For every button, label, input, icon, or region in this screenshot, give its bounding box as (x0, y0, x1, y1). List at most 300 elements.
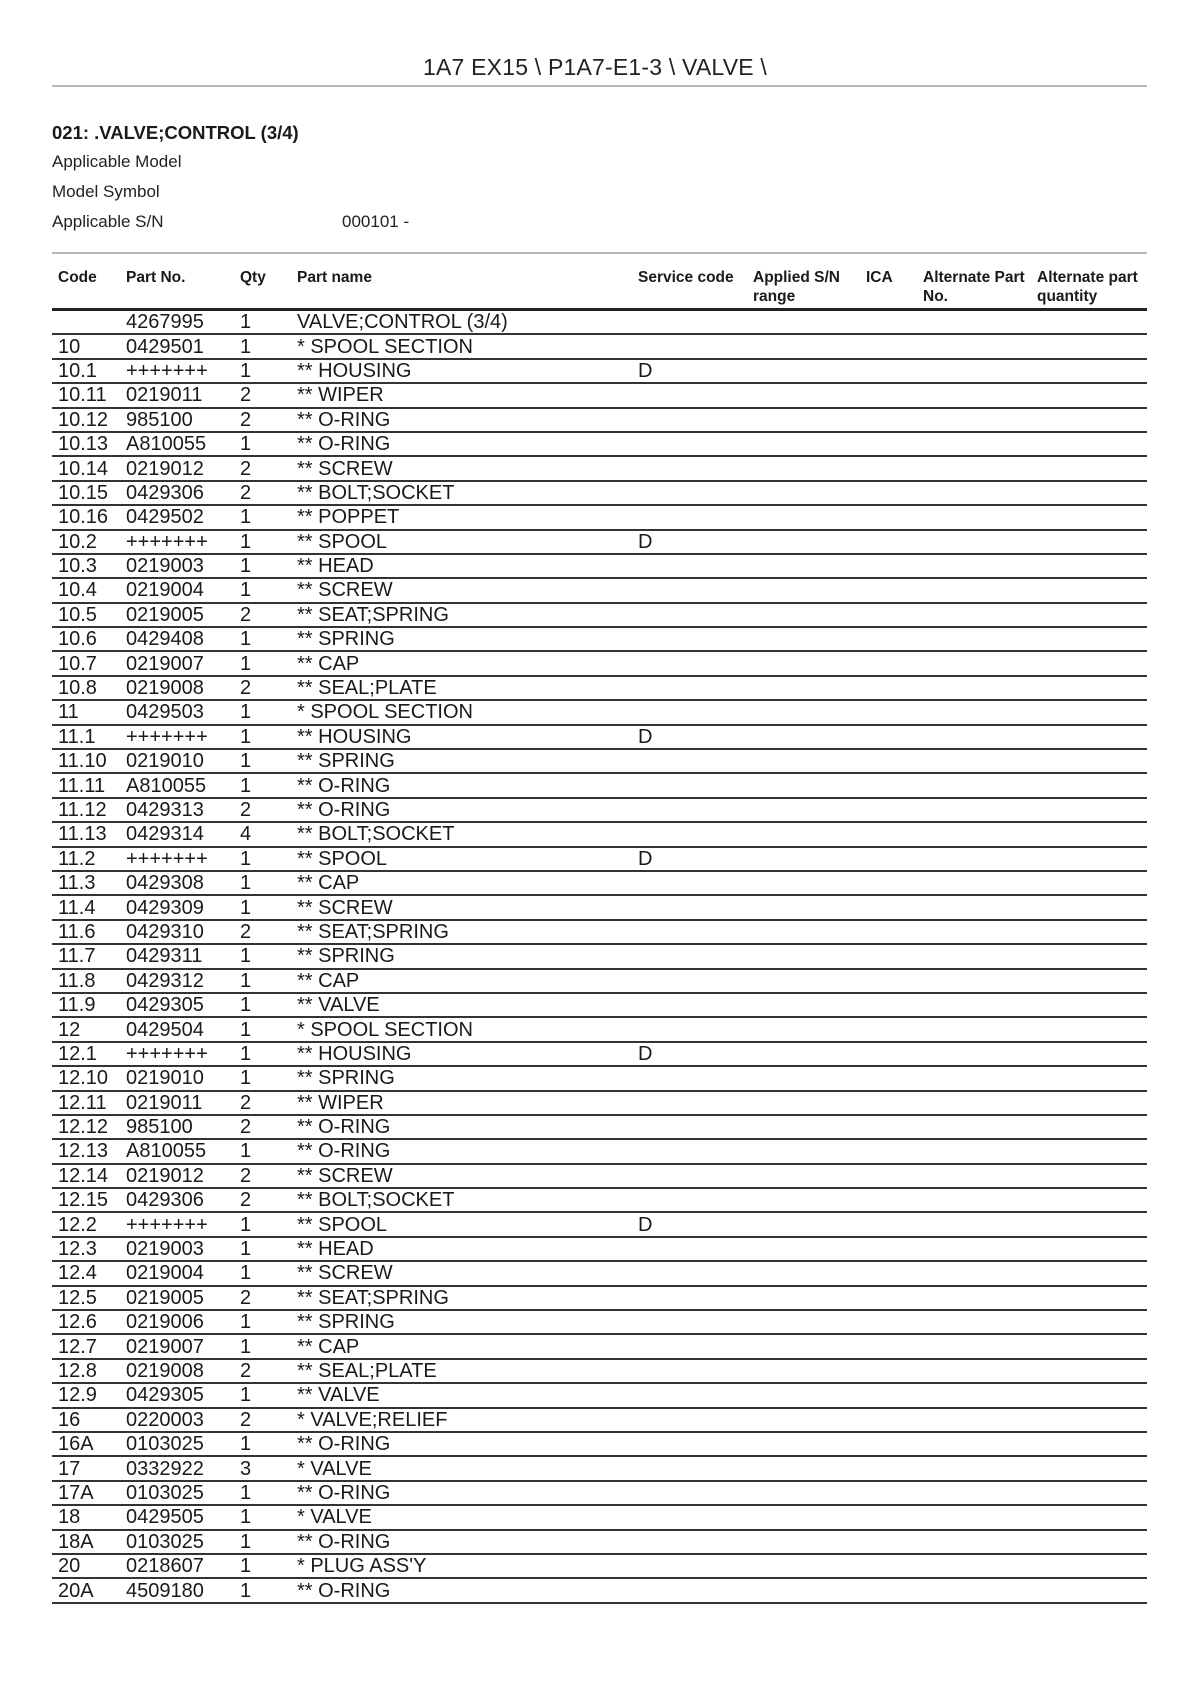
cell-service-code: D (632, 1042, 747, 1066)
cell-alternate-part-no (917, 383, 1031, 407)
cell-part-no: 0429305 (120, 993, 234, 1017)
cell-part-no: 0429305 (120, 1383, 234, 1407)
cell-alternate-part-no (917, 1237, 1031, 1261)
cell-alternate-part-quantity (1031, 310, 1147, 335)
cell-service-code (632, 1261, 747, 1285)
cell-qty: 1 (234, 700, 291, 724)
cell-alternate-part-quantity (1031, 1188, 1147, 1212)
cell-qty: 1 (234, 1212, 291, 1236)
cell-ica (860, 1432, 917, 1456)
cell-part-no: 4267995 (120, 310, 234, 335)
cell-applied-sn-range (747, 1310, 860, 1334)
cell-part-no: 0220003 (120, 1408, 234, 1432)
cell-service-code (632, 1066, 747, 1090)
cell-applied-sn-range (747, 383, 860, 407)
cell-code: 12.13 (52, 1139, 120, 1163)
header-part-no: Part No. (120, 264, 234, 310)
cell-qty: 1 (234, 432, 291, 456)
cell-alternate-part-no (917, 651, 1031, 675)
cell-code: 18A (52, 1530, 120, 1554)
cell-code: 12.8 (52, 1359, 120, 1383)
cell-qty: 1 (234, 554, 291, 578)
cell-part-no: 0219010 (120, 1066, 234, 1090)
cell-part-no: 0429306 (120, 1188, 234, 1212)
table-row (52, 383, 1147, 407)
table-row (52, 530, 1147, 554)
cell-code: 10.6 (52, 627, 120, 651)
cell-part-name: VALVE;CONTROL (3/4) (291, 310, 632, 335)
cell-qty: 1 (234, 944, 291, 968)
cell-ica (860, 456, 917, 480)
cell-ica (860, 871, 917, 895)
cell-part-name: * VALVE (291, 1505, 632, 1529)
cell-alternate-part-quantity (1031, 1481, 1147, 1505)
cell-applied-sn-range (747, 1115, 860, 1139)
table-row (52, 1286, 1147, 1310)
cell-applied-sn-range (747, 725, 860, 749)
cell-service-code (632, 920, 747, 944)
cell-code: 11.10 (52, 749, 120, 773)
cell-code: 10.15 (52, 481, 120, 505)
cell-alternate-part-no (917, 1066, 1031, 1090)
cell-qty: 2 (234, 1164, 291, 1188)
table-row (52, 1164, 1147, 1188)
table-row (52, 920, 1147, 944)
table-row (52, 1481, 1147, 1505)
cell-qty: 2 (234, 1286, 291, 1310)
cell-applied-sn-range (747, 1408, 860, 1432)
cell-part-no: A810055 (120, 432, 234, 456)
cell-service-code (632, 1188, 747, 1212)
cell-service-code (632, 676, 747, 700)
cell-qty: 1 (234, 773, 291, 797)
table-row (52, 505, 1147, 529)
cell-qty: 2 (234, 603, 291, 627)
cell-alternate-part-quantity (1031, 1212, 1147, 1236)
cell-alternate-part-no (917, 456, 1031, 480)
cell-alternate-part-quantity (1031, 1286, 1147, 1310)
cell-alternate-part-quantity (1031, 432, 1147, 456)
cell-service-code (632, 505, 747, 529)
header-part-name: Part name (291, 264, 632, 310)
cell-ica (860, 676, 917, 700)
cell-part-no: 0219005 (120, 1286, 234, 1310)
cell-alternate-part-no (917, 432, 1031, 456)
table-row (52, 456, 1147, 480)
cell-applied-sn-range (747, 895, 860, 919)
cell-code: 11.3 (52, 871, 120, 895)
cell-applied-sn-range (747, 408, 860, 432)
cell-part-name: ** VALVE (291, 993, 632, 1017)
cell-service-code (632, 651, 747, 675)
cell-ica (860, 432, 917, 456)
cell-service-code (632, 700, 747, 724)
cell-part-name: ** SCREW (291, 578, 632, 602)
cell-alternate-part-no (917, 1383, 1031, 1407)
cell-ica (860, 408, 917, 432)
cell-alternate-part-no (917, 359, 1031, 383)
cell-qty: 1 (234, 871, 291, 895)
cell-code (52, 310, 120, 335)
cell-applied-sn-range (747, 1188, 860, 1212)
cell-alternate-part-no (917, 1261, 1031, 1285)
cell-code: 12.11 (52, 1091, 120, 1115)
cell-ica (860, 749, 917, 773)
cell-alternate-part-quantity (1031, 578, 1147, 602)
cell-ica (860, 1164, 917, 1188)
cell-ica (860, 1212, 917, 1236)
cell-qty: 1 (234, 725, 291, 749)
header-service-code: Service code (632, 264, 747, 310)
cell-alternate-part-quantity (1031, 359, 1147, 383)
meta-divider (52, 252, 1147, 254)
cell-alternate-part-no (917, 1554, 1031, 1578)
cell-applied-sn-range (747, 1066, 860, 1090)
cell-part-name: ** O-RING (291, 773, 632, 797)
cell-ica (860, 969, 917, 993)
table-row (52, 359, 1147, 383)
cell-service-code (632, 432, 747, 456)
cell-alternate-part-no (917, 1164, 1031, 1188)
cell-service-code (632, 1359, 747, 1383)
cell-part-name: ** SCREW (291, 1164, 632, 1188)
cell-alternate-part-quantity (1031, 334, 1147, 358)
cell-part-name: ** VALVE (291, 1383, 632, 1407)
cell-code: 20 (52, 1554, 120, 1578)
cell-alternate-part-quantity (1031, 676, 1147, 700)
cell-alternate-part-quantity (1031, 383, 1147, 407)
table-row (52, 993, 1147, 1017)
table-row (52, 676, 1147, 700)
cell-part-name: ** O-RING (291, 1578, 632, 1602)
header-alternate-part-quantity: Alternate part quantity (1031, 264, 1147, 310)
cell-ica (860, 603, 917, 627)
cell-code: 12.1 (52, 1042, 120, 1066)
cell-service-code (632, 1481, 747, 1505)
cell-alternate-part-no (917, 676, 1031, 700)
cell-applied-sn-range (747, 1286, 860, 1310)
cell-alternate-part-quantity (1031, 505, 1147, 529)
cell-ica (860, 1505, 917, 1529)
cell-alternate-part-quantity (1031, 1237, 1147, 1261)
cell-ica (860, 554, 917, 578)
cell-alternate-part-no (917, 481, 1031, 505)
cell-alternate-part-quantity (1031, 554, 1147, 578)
cell-alternate-part-quantity (1031, 920, 1147, 944)
cell-service-code (632, 1456, 747, 1480)
cell-service-code (632, 895, 747, 919)
cell-applied-sn-range (747, 1042, 860, 1066)
cell-service-code (632, 1237, 747, 1261)
cell-alternate-part-quantity (1031, 1139, 1147, 1163)
cell-service-code (632, 1578, 747, 1602)
cell-service-code (632, 1091, 747, 1115)
cell-ica (860, 700, 917, 724)
cell-ica (860, 920, 917, 944)
cell-service-code (632, 578, 747, 602)
cell-ica (860, 1334, 917, 1358)
cell-part-name: ** SEAL;PLATE (291, 1359, 632, 1383)
cell-alternate-part-no (917, 627, 1031, 651)
table-row (52, 578, 1147, 602)
cell-applied-sn-range (747, 1237, 860, 1261)
cell-service-code (632, 1505, 747, 1529)
cell-applied-sn-range (747, 578, 860, 602)
table-row (52, 1456, 1147, 1480)
cell-applied-sn-range (747, 1334, 860, 1358)
cell-part-name: ** O-RING (291, 1481, 632, 1505)
cell-alternate-part-no (917, 749, 1031, 773)
cell-alternate-part-no (917, 1530, 1031, 1554)
table-row (52, 432, 1147, 456)
cell-qty: 1 (234, 359, 291, 383)
table-row (52, 1188, 1147, 1212)
cell-applied-sn-range (747, 676, 860, 700)
cell-qty: 1 (234, 749, 291, 773)
cell-alternate-part-quantity (1031, 627, 1147, 651)
cell-qty: 1 (234, 993, 291, 1017)
cell-part-no: 0429311 (120, 944, 234, 968)
meta-applicable-model (52, 152, 342, 172)
cell-applied-sn-range (747, 627, 860, 651)
cell-applied-sn-range (747, 1212, 860, 1236)
cell-qty: 2 (234, 920, 291, 944)
cell-alternate-part-no (917, 1408, 1031, 1432)
table-row (52, 334, 1147, 358)
cell-qty: 2 (234, 456, 291, 480)
cell-part-name: ** SPRING (291, 749, 632, 773)
cell-part-no: 0429306 (120, 481, 234, 505)
cell-part-no: 0219003 (120, 1237, 234, 1261)
cell-code: 10.1 (52, 359, 120, 383)
cell-applied-sn-range (747, 1017, 860, 1041)
cell-service-code (632, 1334, 747, 1358)
cell-code: 12.15 (52, 1188, 120, 1212)
cell-service-code (632, 1310, 747, 1334)
cell-part-name: ** SPRING (291, 627, 632, 651)
cell-applied-sn-range (747, 1091, 860, 1115)
cell-alternate-part-quantity (1031, 700, 1147, 724)
cell-ica (860, 481, 917, 505)
cell-ica (860, 334, 917, 358)
cell-part-name: ** CAP (291, 651, 632, 675)
cell-qty: 1 (234, 1383, 291, 1407)
table-row (52, 1359, 1147, 1383)
cell-applied-sn-range (747, 310, 860, 335)
cell-qty: 1 (234, 505, 291, 529)
cell-ica (860, 505, 917, 529)
cell-applied-sn-range (747, 481, 860, 505)
cell-ica (860, 1530, 917, 1554)
cell-code: 11.9 (52, 993, 120, 1017)
cell-part-name: * PLUG ASS'Y (291, 1554, 632, 1578)
cell-service-code (632, 1554, 747, 1578)
cell-qty: 2 (234, 383, 291, 407)
cell-part-name: ** O-RING (291, 798, 632, 822)
cell-ica (860, 1554, 917, 1578)
cell-service-code (632, 993, 747, 1017)
cell-alternate-part-quantity (1031, 969, 1147, 993)
cell-applied-sn-range (747, 1481, 860, 1505)
cell-alternate-part-quantity (1031, 773, 1147, 797)
cell-ica (860, 1359, 917, 1383)
cell-alternate-part-quantity (1031, 1091, 1147, 1115)
cell-applied-sn-range (747, 554, 860, 578)
cell-service-code (632, 310, 747, 335)
cell-alternate-part-no (917, 578, 1031, 602)
cell-part-name: ** HOUSING (291, 725, 632, 749)
cell-part-name: ** WIPER (291, 383, 632, 407)
cell-qty: 1 (234, 1139, 291, 1163)
cell-ica (860, 1578, 917, 1602)
table-row (52, 1408, 1147, 1432)
table-row (52, 1017, 1147, 1041)
cell-part-name: ** HEAD (291, 1237, 632, 1261)
cell-qty: 1 (234, 1554, 291, 1578)
cell-alternate-part-no (917, 1188, 1031, 1212)
meta-model-symbol (52, 182, 342, 202)
cell-part-name: ** HEAD (291, 554, 632, 578)
table-row (52, 1432, 1147, 1456)
cell-part-no: +++++++ (120, 530, 234, 554)
cell-alternate-part-no (917, 1505, 1031, 1529)
cell-service-code: D (632, 359, 747, 383)
cell-part-name: ** SEAT;SPRING (291, 603, 632, 627)
cell-code: 17A (52, 1481, 120, 1505)
table-row (52, 895, 1147, 919)
cell-code: 12.12 (52, 1115, 120, 1139)
cell-service-code (632, 1139, 747, 1163)
cell-alternate-part-quantity (1031, 1578, 1147, 1602)
table-row (52, 603, 1147, 627)
meta-applicable-sn (52, 212, 409, 232)
cell-part-name: ** SCREW (291, 895, 632, 919)
cell-part-no: 0429312 (120, 969, 234, 993)
cell-alternate-part-quantity (1031, 1530, 1147, 1554)
cell-alternate-part-no (917, 700, 1031, 724)
cell-alternate-part-quantity (1031, 871, 1147, 895)
cell-alternate-part-no (917, 1212, 1031, 1236)
cell-part-no: 0429503 (120, 700, 234, 724)
cell-code: 12.9 (52, 1383, 120, 1407)
cell-applied-sn-range (747, 1359, 860, 1383)
cell-ica (860, 627, 917, 651)
cell-code: 10.7 (52, 651, 120, 675)
cell-alternate-part-no (917, 798, 1031, 822)
cell-alternate-part-quantity (1031, 1164, 1147, 1188)
cell-ica (860, 1017, 917, 1041)
table-row (52, 1261, 1147, 1285)
cell-service-code (632, 554, 747, 578)
cell-part-name: ** WIPER (291, 1091, 632, 1115)
cell-part-name: ** O-RING (291, 1115, 632, 1139)
cell-alternate-part-no (917, 554, 1031, 578)
cell-code: 10.5 (52, 603, 120, 627)
cell-applied-sn-range (747, 334, 860, 358)
cell-qty: 1 (234, 1017, 291, 1041)
cell-part-name: ** SEAT;SPRING (291, 920, 632, 944)
cell-qty: 1 (234, 1042, 291, 1066)
cell-alternate-part-no (917, 969, 1031, 993)
cell-code: 17 (52, 1456, 120, 1480)
cell-part-name: * SPOOL SECTION (291, 334, 632, 358)
cell-part-no: 0219007 (120, 651, 234, 675)
cell-alternate-part-no (917, 603, 1031, 627)
header-ica: ICA (860, 264, 917, 310)
cell-service-code (632, 798, 747, 822)
cell-part-no: 0219003 (120, 554, 234, 578)
cell-ica (860, 1456, 917, 1480)
cell-service-code (632, 383, 747, 407)
header-alternate-part-no: Alternate Part No. (917, 264, 1031, 310)
cell-part-no: 0219008 (120, 676, 234, 700)
cell-part-no: 0429314 (120, 822, 234, 846)
table-row (52, 310, 1147, 335)
cell-part-name: ** SPRING (291, 1310, 632, 1334)
cell-alternate-part-no (917, 505, 1031, 529)
cell-service-code (632, 627, 747, 651)
cell-qty: 1 (234, 334, 291, 358)
cell-ica (860, 1188, 917, 1212)
cell-part-no: 0429308 (120, 871, 234, 895)
cell-applied-sn-range (747, 1139, 860, 1163)
cell-service-code (632, 456, 747, 480)
cell-applied-sn-range (747, 1530, 860, 1554)
cell-code: 16A (52, 1432, 120, 1456)
cell-code: 10.13 (52, 432, 120, 456)
cell-alternate-part-no (917, 1310, 1031, 1334)
header-applied-sn-range: Applied S/N range (747, 264, 860, 310)
cell-part-name: ** SEAL;PLATE (291, 676, 632, 700)
cell-ica (860, 993, 917, 1017)
cell-part-no: 0429408 (120, 627, 234, 651)
cell-code: 11.8 (52, 969, 120, 993)
cell-alternate-part-quantity (1031, 725, 1147, 749)
cell-part-no: 0429502 (120, 505, 234, 529)
cell-qty: 1 (234, 1530, 291, 1554)
cell-service-code (632, 969, 747, 993)
cell-alternate-part-quantity (1031, 1456, 1147, 1480)
cell-code: 11.13 (52, 822, 120, 846)
cell-part-no: +++++++ (120, 359, 234, 383)
cell-part-no: 0429310 (120, 920, 234, 944)
cell-part-no: 0429313 (120, 798, 234, 822)
cell-part-no: 0103025 (120, 1530, 234, 1554)
cell-alternate-part-quantity (1031, 895, 1147, 919)
cell-alternate-part-no (917, 1115, 1031, 1139)
cell-code: 10.12 (52, 408, 120, 432)
cell-service-code: D (632, 1212, 747, 1236)
cell-qty: 1 (234, 1261, 291, 1285)
cell-applied-sn-range (747, 822, 860, 846)
cell-code: 11.1 (52, 725, 120, 749)
cell-alternate-part-quantity (1031, 1066, 1147, 1090)
cell-alternate-part-quantity (1031, 1115, 1147, 1139)
cell-applied-sn-range (747, 1383, 860, 1407)
cell-part-no: 0429505 (120, 1505, 234, 1529)
section-title: 021: .VALVE;CONTROL (3/4) (52, 122, 299, 143)
cell-part-no: 0219004 (120, 1261, 234, 1285)
cell-alternate-part-no (917, 1334, 1031, 1358)
cell-alternate-part-quantity (1031, 651, 1147, 675)
cell-applied-sn-range (747, 1578, 860, 1602)
cell-code: 10.11 (52, 383, 120, 407)
table-row (52, 1066, 1147, 1090)
cell-code: 12.6 (52, 1310, 120, 1334)
cell-part-name: ** CAP (291, 969, 632, 993)
cell-part-name: ** SPOOL (291, 1212, 632, 1236)
cell-ica (860, 651, 917, 675)
